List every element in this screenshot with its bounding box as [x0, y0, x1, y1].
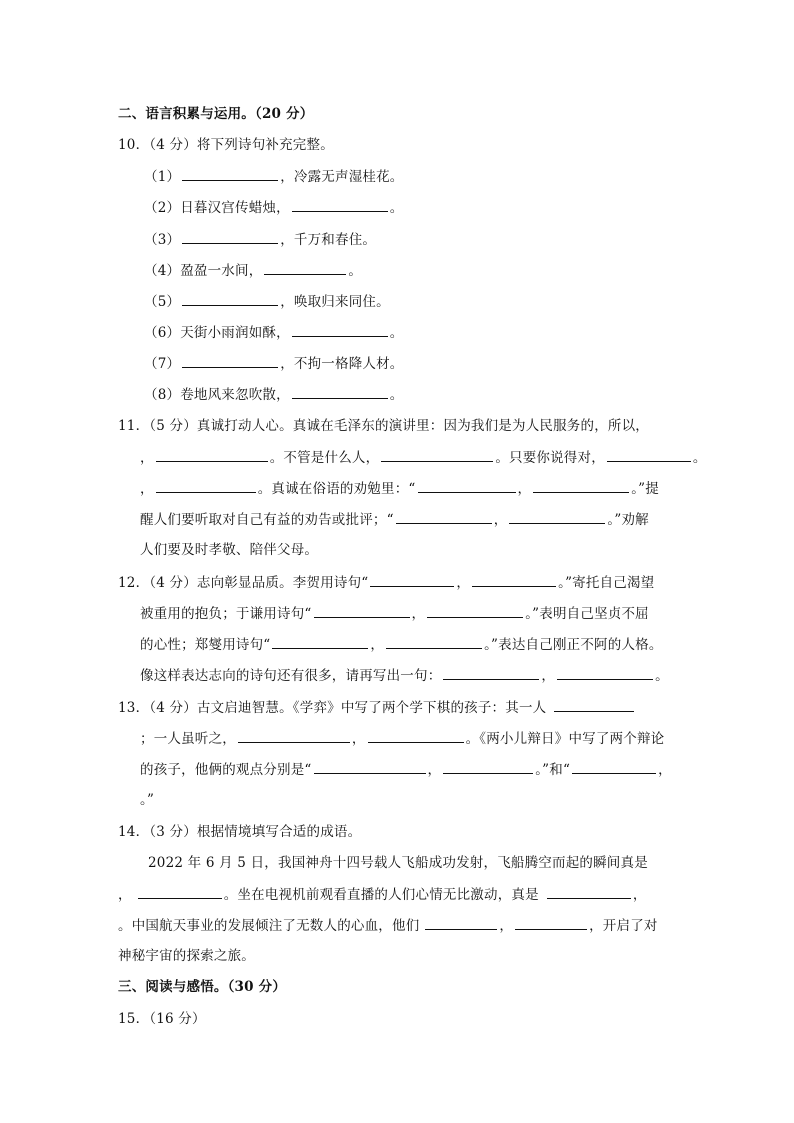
text: 。真诚在俗语的劝勉里：“	[257, 481, 416, 497]
answer-blank[interactable]	[554, 697, 634, 712]
text: 。	[655, 668, 669, 684]
text: ，开启了对	[589, 918, 658, 934]
q10-item-5-text: （5）	[144, 294, 181, 310]
q10-item-5	[144, 291, 390, 312]
q10-item-4-text: （4）盈盈一水间，	[144, 263, 263, 279]
question-10-stem: 10．（4 分）将下列诗句补充完整。	[118, 137, 334, 153]
answer-blank[interactable]	[182, 166, 278, 181]
text: 的孩子，他俩的观点分别是“	[140, 762, 312, 778]
question-11-line-3	[140, 478, 659, 499]
text: 。《两小儿辩日》中写了两个辩论	[465, 731, 665, 747]
answer-blank[interactable]	[182, 353, 278, 368]
q10-item-4-text-after: 。	[348, 263, 363, 279]
answer-blank[interactable]	[272, 634, 368, 649]
text: 13．（4 分）古文启迪智慧。《学弈》中写了两个学下棋的孩子：其一人	[118, 700, 547, 716]
answer-blank[interactable]	[368, 728, 464, 743]
q10-item-3-text-after: ，千万和春住。	[280, 232, 377, 248]
question-12-line-3	[140, 634, 663, 655]
text: 醒人们要听取对自己有益的劝告或批评；“	[140, 512, 394, 528]
question-14-stem: 14．（3 分）根据情境填写合适的成语。	[118, 824, 362, 840]
q10-item-8	[144, 384, 404, 405]
text: 12．（4 分）志向彰显品质。李贺用诗句“	[118, 575, 369, 591]
question-13-line-2	[140, 728, 664, 749]
answer-blank[interactable]	[182, 229, 278, 244]
q10-item-2-text: （2）日暮汉宫传蜡烛，	[144, 200, 290, 216]
answer-blank[interactable]	[472, 572, 556, 587]
text: ，	[411, 606, 426, 622]
text: 被重用的抱负；于谦用诗句“	[140, 606, 312, 622]
question-11-line-1: 11．（5 分）真诚打动人心。真诚在毛泽东的演讲里：因为我们是为人民服务的，所以，	[118, 418, 650, 434]
q10-item-6	[144, 322, 404, 343]
q10-item-6-text-after: 。	[389, 325, 404, 341]
text: ，	[493, 512, 508, 528]
text: 。	[692, 450, 707, 466]
question-12-line-2	[140, 603, 649, 624]
answer-blank[interactable]	[547, 884, 631, 899]
section-heading-3: 三、阅读与感悟。（30 分）	[118, 979, 287, 995]
text: 。”表达自己刚正不阿的人格。	[484, 637, 663, 653]
text: 。”劝解	[607, 512, 649, 528]
text: 。”和“	[535, 762, 571, 778]
text: ，	[427, 762, 442, 778]
q10-item-6-text: （6）天街小雨润如酥，	[144, 325, 290, 341]
question-11-line-5: 人们要及时孝敬、陪伴父母。	[140, 542, 319, 558]
question-11-line-4	[140, 509, 649, 530]
q10-item-2-text-after: 。	[389, 200, 404, 216]
answer-blank[interactable]	[314, 759, 426, 774]
text: ；一人虽听之，	[140, 731, 236, 747]
text: 。中国航天事业的发展倾注了无数人的心血，他们	[118, 918, 420, 934]
q10-item-2	[144, 197, 404, 218]
text: 。只要你说得对，	[495, 450, 605, 466]
answer-blank[interactable]	[607, 447, 691, 462]
text: ，	[658, 762, 672, 778]
question-13-line-4: 。”	[140, 792, 155, 808]
text: ，	[140, 450, 154, 466]
question-13-line-3	[140, 759, 672, 780]
question-14-line-1: 2022 年 6 月 5 日，我国神舟十四号载人飞船成功发射，飞船腾空而起的瞬间真是	[148, 855, 648, 871]
text: 的心性；郑燮用诗句“	[140, 637, 271, 653]
answer-blank[interactable]	[156, 447, 268, 462]
answer-blank[interactable]	[533, 478, 629, 493]
question-14-line-4: 神秘宇宙的探索之旅。	[118, 948, 255, 964]
question-12-line-1	[118, 572, 654, 593]
answer-blank[interactable]	[557, 665, 653, 680]
text: ，	[456, 575, 471, 591]
text: ，	[541, 668, 556, 684]
answer-blank[interactable]	[396, 509, 492, 524]
q10-item-8-text: （8）卷地风来忽吹散，	[144, 387, 290, 403]
answer-blank[interactable]	[572, 759, 656, 774]
answer-blank[interactable]	[156, 478, 256, 493]
q10-item-4	[144, 260, 362, 281]
answer-blank[interactable]	[370, 572, 454, 587]
text: 。”提	[631, 481, 659, 497]
section-heading-2: 二、语言积累与运用。（20 分）	[118, 106, 314, 122]
q10-item-7	[144, 353, 404, 374]
text: 。坐在电视机前观看直播的人们心情无比激动，真是	[223, 887, 539, 903]
question-14-line-3	[118, 915, 658, 936]
q10-item-3	[144, 229, 376, 250]
answer-blank[interactable]	[182, 291, 278, 306]
answer-blank[interactable]	[238, 728, 350, 743]
answer-blank[interactable]	[292, 384, 388, 399]
answer-blank[interactable]	[443, 665, 539, 680]
text: ，	[351, 731, 366, 747]
text: 。”寄托自己渴望	[558, 575, 655, 591]
answer-blank[interactable]	[381, 447, 493, 462]
q10-item-1-text-after: ，冷露无声湿桂花。	[280, 169, 404, 185]
text: ，	[499, 918, 514, 934]
answer-blank[interactable]	[515, 915, 587, 930]
text: ，	[517, 481, 532, 497]
answer-blank[interactable]	[509, 509, 605, 524]
question-11-line-2	[140, 447, 707, 468]
q10-item-1-text: （1）	[144, 169, 181, 185]
answer-blank[interactable]	[292, 197, 388, 212]
answer-blank[interactable]	[425, 915, 497, 930]
answer-blank[interactable]	[138, 884, 222, 899]
answer-blank[interactable]	[443, 759, 533, 774]
answer-blank[interactable]	[314, 603, 410, 618]
text: ，	[140, 481, 154, 497]
q10-item-7-text-after: ，不拘一格降人材。	[280, 356, 404, 372]
text: 。不管是什么人，	[269, 450, 380, 466]
text: ，	[118, 887, 132, 903]
question-12-line-4	[140, 665, 669, 686]
question-15-stem: 15．（16 分）	[118, 1011, 206, 1027]
q10-item-5-text-after: ，唤取归来同住。	[280, 294, 390, 310]
answer-blank[interactable]	[427, 603, 523, 618]
answer-blank[interactable]	[418, 478, 516, 493]
question-13-line-1	[118, 697, 636, 718]
answer-blank[interactable]	[264, 260, 346, 275]
q10-item-3-text: （3）	[144, 232, 181, 248]
text: ，	[370, 637, 385, 653]
answer-blank[interactable]	[292, 322, 388, 337]
q10-item-1	[144, 166, 404, 187]
q10-item-7-text: （7）	[144, 356, 181, 372]
text: ，	[632, 887, 647, 903]
question-14-line-2	[118, 884, 647, 905]
text: 。”表明自己坚贞不屈	[525, 606, 649, 622]
text: 像这样表达志向的诗句还有很多，请再写出一句：	[140, 668, 442, 684]
q10-item-8-text-after: 。	[389, 387, 404, 403]
answer-blank[interactable]	[386, 634, 482, 649]
